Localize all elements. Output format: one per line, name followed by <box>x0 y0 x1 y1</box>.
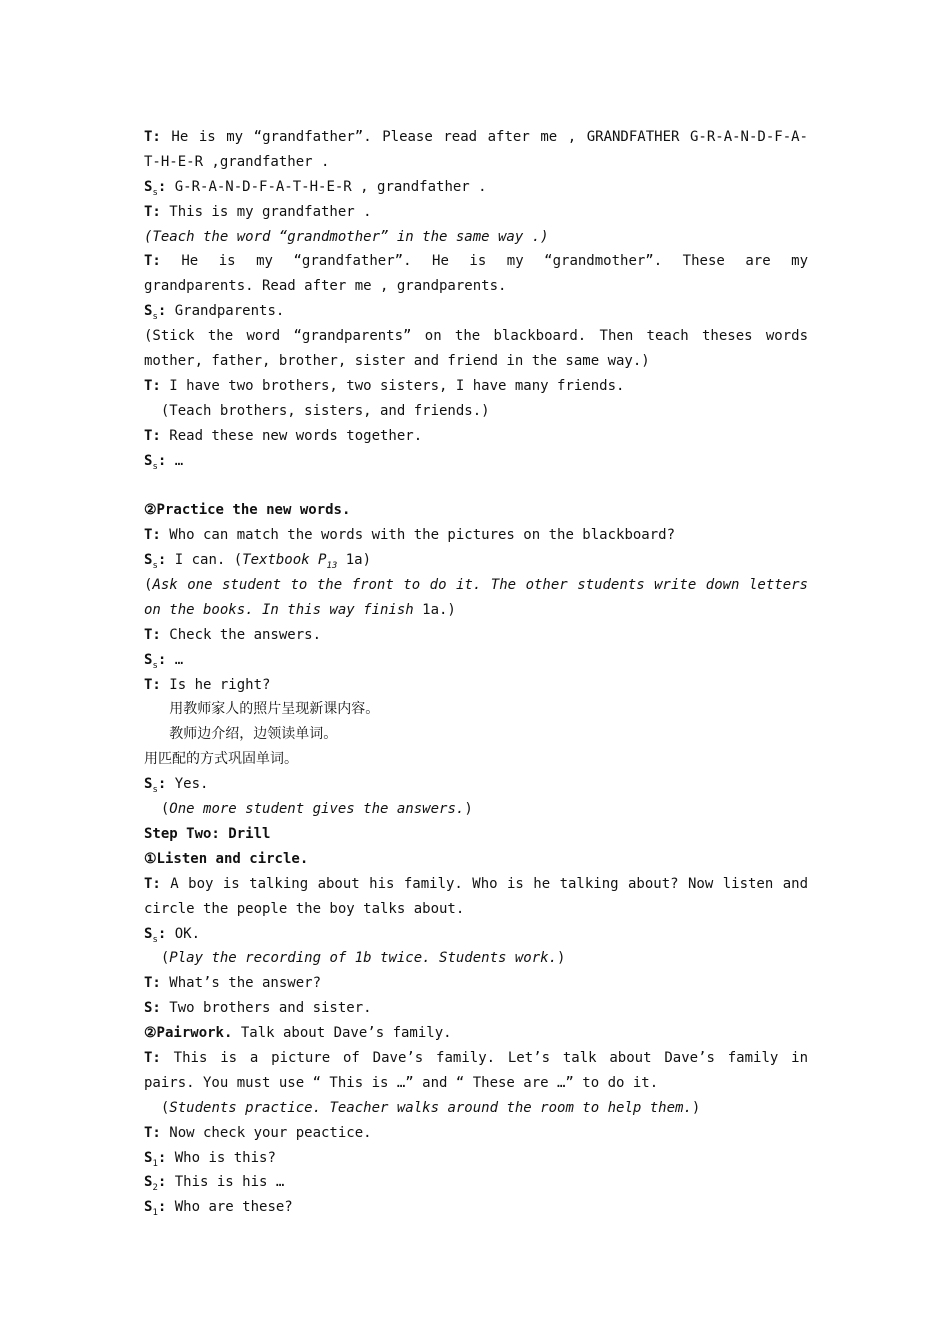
speaker-label: S <box>144 452 153 469</box>
speaker-label: S <box>144 552 153 569</box>
line-text: I have two brothers, two sisters, I have many friends. <box>160 377 625 394</box>
line-text: Is he right? <box>160 676 271 693</box>
text-line <box>144 573 808 598</box>
subscript: s <box>152 187 158 198</box>
line-text: I can. ( <box>166 552 243 569</box>
speaker-label: : <box>157 552 167 569</box>
text-line <box>144 822 808 847</box>
subscript: s <box>152 461 158 472</box>
subscript: s <box>152 934 158 945</box>
speaker-label: S <box>144 1149 153 1166</box>
subscript: 1 <box>152 1208 158 1219</box>
speaker-label: : <box>157 303 167 320</box>
subscript: s <box>152 312 158 323</box>
line-text: mother, father, brother, sister and friend in the same way.) <box>144 353 650 370</box>
line-text: OK. <box>166 925 201 942</box>
speaker-label: : <box>157 1199 167 1216</box>
text-line <box>144 1121 808 1146</box>
line-text: (Teach the word “grandmother” in the same way .) <box>144 228 549 245</box>
line-text: What’s the answer? <box>160 975 322 992</box>
line-text: Talk about Dave’s family. <box>232 1025 452 1042</box>
line-text <box>144 701 169 717</box>
line-text: Ask one student to the front to do it. The other students write down letters <box>152 577 808 594</box>
text-line <box>144 225 808 250</box>
subscript: 13 <box>326 560 338 571</box>
text-line <box>144 1146 808 1171</box>
speaker-label: T: <box>144 527 161 544</box>
text-line <box>144 1195 808 1220</box>
speaker-label: T: <box>144 626 161 643</box>
line-text: Grandparents. <box>166 303 285 320</box>
text-line <box>144 349 808 374</box>
line-text: ( <box>144 801 170 818</box>
line-text: ) <box>691 1099 701 1116</box>
speaker-label: T: <box>144 676 161 693</box>
line-text: Who can match the words with the pictures on the blackboard? <box>160 527 676 544</box>
line-text: ) <box>557 950 566 967</box>
line-text: ( <box>144 950 170 967</box>
line-text: A boy is talking about his family. Who is he talking about? Now listen and <box>160 875 808 892</box>
text-line <box>144 1096 808 1121</box>
text-line <box>144 897 808 922</box>
text-line <box>144 175 808 200</box>
text-line <box>144 473 808 498</box>
speaker-label: T: <box>144 129 161 145</box>
text-line <box>144 697 808 722</box>
text-line <box>144 673 808 698</box>
line-text: (Teach brothers, sisters, and friends.) <box>144 402 490 419</box>
speaker-label: S <box>144 1199 153 1216</box>
text-line <box>144 598 808 623</box>
text-line <box>144 1071 808 1096</box>
speaker-label: T: <box>144 1124 161 1141</box>
subscript: s <box>152 784 158 795</box>
text-line <box>144 623 808 648</box>
line-text: on the books. In this way finish <box>144 601 414 618</box>
line-text: ( <box>144 577 153 594</box>
line-text: One more student gives the answers. <box>169 801 465 818</box>
subscript: s <box>152 660 158 671</box>
speaker-label: S <box>144 303 153 320</box>
line-text: G-R-A-N-D-F-A-T-H-E-R , grandfather . <box>166 178 487 195</box>
line-text: ) <box>464 801 473 818</box>
speaker-label: S <box>144 925 153 942</box>
text-line <box>144 847 808 872</box>
text-line <box>144 125 808 150</box>
line-text: … <box>166 651 184 668</box>
text-line <box>144 274 808 299</box>
speaker-label: : <box>157 925 167 942</box>
text-line <box>144 996 808 1021</box>
subscript: 1 <box>152 1158 158 1169</box>
speaker-label: T: <box>144 253 161 270</box>
speaker-label: S <box>144 776 153 793</box>
line-text: Two brothers and sister. <box>160 1000 372 1017</box>
line-text: pairs. You must use “ This is …” and “ These are …” to do it. <box>144 1074 659 1091</box>
document-page <box>144 125 808 1220</box>
subscript: s <box>152 560 158 571</box>
speaker-label: T: <box>144 203 161 220</box>
text-line <box>144 747 808 772</box>
speaker-label: S <box>144 178 153 195</box>
speaker-label: : <box>157 452 167 469</box>
text-line <box>144 424 808 449</box>
text-line <box>144 449 808 474</box>
speaker-label: : <box>157 178 167 195</box>
line-text: 用教师家人的照片呈现新课内容。 <box>169 701 380 718</box>
line-text <box>144 726 169 742</box>
text-line <box>144 374 808 399</box>
text-line <box>144 797 808 822</box>
text-line <box>144 772 808 797</box>
line-text: 教师边介绍，边领读单词。 <box>169 726 338 743</box>
text-line <box>144 299 808 324</box>
line-text: Play the recording of 1b twice. Students work. <box>169 950 558 967</box>
line-text: 用匹配的方式巩固单词。 <box>144 751 298 768</box>
text-line <box>144 498 808 523</box>
text-line <box>144 648 808 673</box>
line-text: This is a picture of Dave’s family. Let’s talk about Dave’s family in <box>160 1049 808 1066</box>
speaker-label: S: <box>144 1000 161 1017</box>
line-text: Now check your peactice. <box>160 1124 372 1141</box>
line-text: ①Listen and circle. <box>144 850 309 867</box>
text-line <box>144 1046 808 1071</box>
speaker-label: : <box>157 1149 167 1166</box>
text-line <box>144 150 808 175</box>
speaker-label: T: <box>144 1049 161 1066</box>
subscript: 2 <box>152 1183 158 1194</box>
text-line <box>144 249 808 274</box>
text-line <box>144 946 808 971</box>
line-text: ( <box>144 1099 170 1116</box>
speaker-label: : <box>157 776 167 793</box>
speaker-label: T: <box>144 427 161 444</box>
line-text: Who are these? <box>166 1199 293 1216</box>
line-text: 1a) <box>337 552 372 569</box>
line-text: Who is this? <box>166 1149 276 1166</box>
line-text: Textbook P <box>242 552 327 569</box>
line-text: grandparents. Read after me , grandparents. <box>144 278 507 295</box>
speaker-label: T: <box>144 377 161 394</box>
line-text: 1a.) <box>413 601 456 618</box>
line-text: Students practice. Teacher walks around the room to help them. <box>169 1099 692 1116</box>
text-line <box>144 872 808 897</box>
line-text: Yes. <box>166 776 209 793</box>
line-text: circle the people the boy talks about. <box>144 900 465 917</box>
line-text: This is my grandfather . <box>160 203 372 220</box>
speaker-label: T: <box>144 875 161 892</box>
text-line <box>144 1170 808 1195</box>
text-line <box>144 399 808 424</box>
text-line <box>144 548 808 573</box>
line-text: Check the answers. <box>160 626 322 643</box>
speaker-label: : <box>157 651 167 668</box>
speaker-label: : <box>157 1174 167 1191</box>
line-text: T-H-E-R ,grandfather . <box>144 153 330 170</box>
line-text: … <box>166 452 184 469</box>
text-line <box>144 922 808 947</box>
line-text: He is my “grandfather”. He is my “grandmother”. These are my <box>160 253 808 270</box>
line-text: This is his … <box>166 1174 285 1191</box>
line-text: Step Two: Drill <box>144 825 271 842</box>
line-text: He is my “grandfather”. Please read after me , GRANDFATHER G-R-A-N-D-F-A- <box>160 129 808 145</box>
speaker-label: T: <box>144 975 161 992</box>
text-line <box>144 722 808 747</box>
text-line <box>144 1021 808 1046</box>
speaker-label: S <box>144 1174 153 1191</box>
text-line <box>144 523 808 548</box>
line-text: Read these new words together. <box>160 427 423 444</box>
text-line <box>144 971 808 996</box>
speaker-label: S <box>144 651 153 668</box>
line-text: ②Pairwork. <box>144 1025 233 1042</box>
line-text: ②Practice the new words. <box>144 502 351 519</box>
text-line <box>144 324 808 349</box>
text-line <box>144 200 808 225</box>
line-text: (Stick the word “grandparents” on the blackboard. Then teach theses words <box>144 328 808 345</box>
